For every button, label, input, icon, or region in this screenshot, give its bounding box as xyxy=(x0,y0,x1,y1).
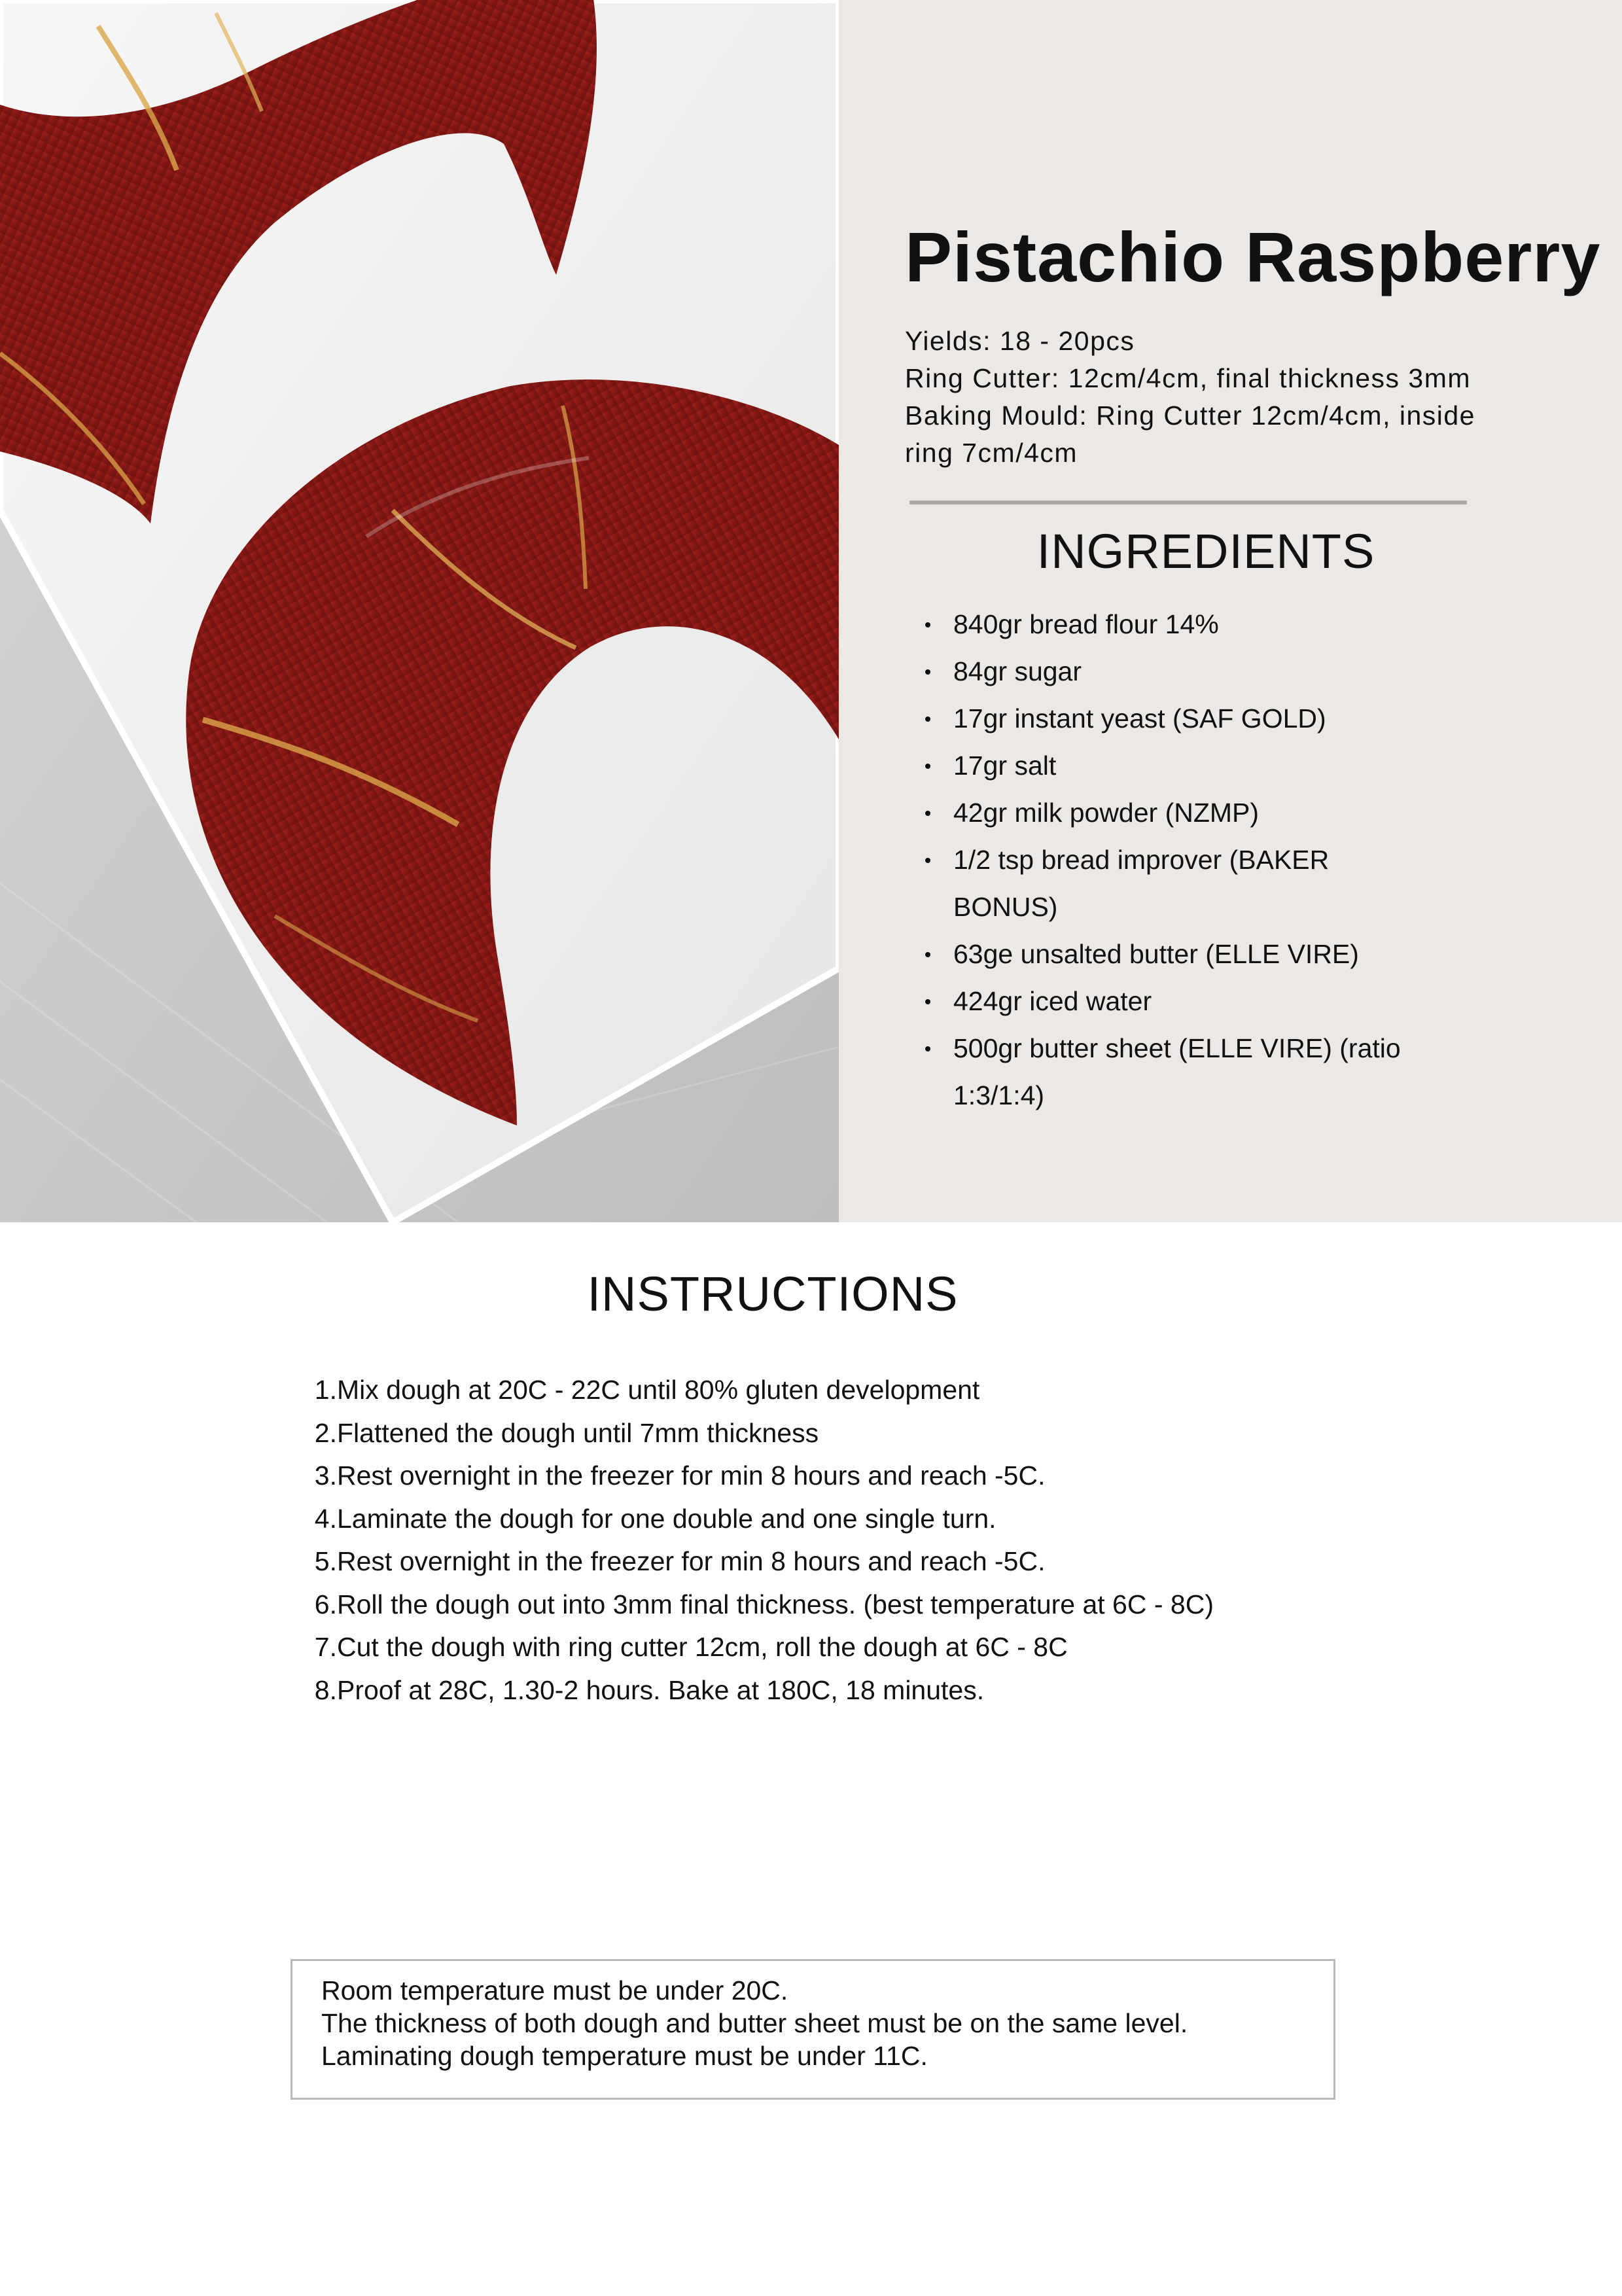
step-text: Proof at 28C, 1.30-2 hours. Bake at 180C, 18 minutes. xyxy=(337,1674,985,1705)
step-number: 7. xyxy=(314,1632,337,1662)
ingredients-heading: INGREDIENTS xyxy=(1036,524,1375,578)
step-text: Flattened the dough until 7mm thickness xyxy=(337,1417,819,1448)
ingredient-item: 17gr instant yeast (SAF GOLD) xyxy=(905,695,1494,742)
ingredient-item: 1/2 tsp bread improver (BAKER BONUS) xyxy=(905,836,1372,930)
ingredient-item: 63ge unsalted butter (ELLE VIRE) xyxy=(905,930,1494,978)
step-text: Mix dough at 20C - 22C until 80% gluten development xyxy=(337,1375,980,1405)
ring-cutter-text: Ring Cutter: 12cm/4cm, final thickness 3mm xyxy=(905,363,1472,393)
section-divider xyxy=(909,501,1467,504)
step-number: 6. xyxy=(314,1589,337,1619)
instruction-step xyxy=(305,1369,1417,1412)
instruction-step xyxy=(305,1626,1417,1669)
step-number: 3. xyxy=(314,1460,337,1491)
instruction-step xyxy=(305,1583,1417,1627)
baking-mould-text-line1: Baking Mould: Ring Cutter 12cm/4cm, inside xyxy=(905,400,1475,431)
step-text: Rest overnight in the freezer for min 8 hours and reach -5C. xyxy=(337,1546,1046,1576)
note-line: The thickness of both dough and butter sheet must be on the same level. xyxy=(321,2008,1188,2038)
ingredient-item: 42gr milk powder (NZMP) xyxy=(905,789,1494,836)
instruction-step xyxy=(305,1412,1417,1455)
instructions-list xyxy=(305,1369,1417,1712)
step-text: Rest overnight in the freezer for min 8 hours and reach -5C. xyxy=(337,1460,1046,1491)
ingredient-item: 17gr salt xyxy=(905,742,1494,789)
step-text: Roll the dough out into 3mm final thickness. (best temperature at 6C - 8C) xyxy=(337,1589,1214,1619)
step-number: 2. xyxy=(314,1417,337,1448)
baking-mould-text-line2: ring 7cm/4cm xyxy=(905,438,1078,468)
notes-text xyxy=(321,1974,1188,2072)
instruction-step xyxy=(305,1455,1417,1498)
ingredient-item: 84gr sugar xyxy=(905,648,1494,695)
ingredient-item: 840gr bread flour 14% xyxy=(905,601,1494,648)
step-number: 8. xyxy=(314,1674,337,1705)
step-text: Laminate the dough for one double and one single turn. xyxy=(337,1503,996,1534)
yields-text: Yields: 18 - 20pcs xyxy=(905,326,1135,356)
instructions-heading: INSTRUCTIONS xyxy=(587,1267,959,1321)
ingredient-item: 500gr butter sheet (ELLE VIRE) (ratio 1:3/1:4) xyxy=(905,1025,1451,1119)
step-number: 4. xyxy=(314,1503,337,1534)
instruction-step xyxy=(305,1669,1417,1712)
step-text: Cut the dough with ring cutter 12cm, roll the dough at 6C - 8C xyxy=(337,1632,1068,1662)
step-number: 1. xyxy=(314,1375,337,1405)
instruction-step xyxy=(305,1540,1417,1583)
notes-box xyxy=(291,1959,1335,2100)
note-line: Room temperature must be under 20C. xyxy=(321,1975,788,2005)
croissant-photo xyxy=(0,0,839,1222)
ingredients-list xyxy=(905,601,1494,1119)
ingredient-item: 424gr iced water xyxy=(905,978,1494,1025)
recipe-title: Pistachio Raspberry xyxy=(905,217,1601,296)
instruction-step xyxy=(305,1498,1417,1541)
note-line: Laminating dough temperature must be under 11C. xyxy=(321,2041,928,2071)
croissant-photo-illustration xyxy=(0,0,839,1222)
recipe-meta xyxy=(905,323,1533,472)
step-number: 5. xyxy=(314,1546,337,1576)
